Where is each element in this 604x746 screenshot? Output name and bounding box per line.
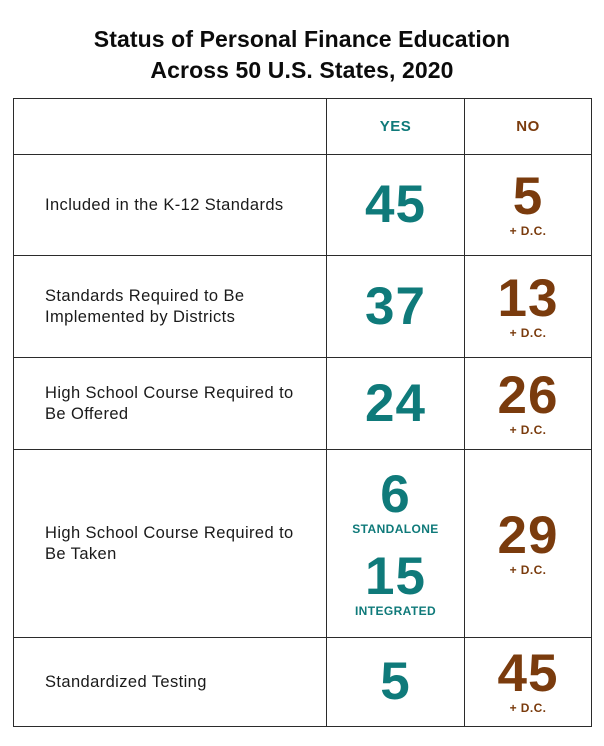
no-note: + D.C. (509, 562, 547, 577)
yes-cell (327, 358, 465, 450)
no-value: 45 (497, 644, 559, 703)
yes-value: 45 (365, 175, 426, 234)
yes-standalone-label: STANDALONE (352, 521, 439, 536)
table-row (14, 638, 592, 727)
yes-cell (327, 450, 465, 638)
yes-value: 5 (380, 652, 411, 711)
yes-standalone-value: 6 (380, 464, 411, 524)
row-label: Standardized Testing (14, 638, 327, 727)
no-value: 5 (512, 167, 544, 226)
title-line-2: Across 50 U.S. States, 2020 (150, 57, 454, 83)
yes-integrated-label: INTEGRATED (354, 603, 437, 618)
row-label: Included in the K-12 Standards (14, 155, 327, 256)
yes-cell (327, 256, 465, 358)
table-row (14, 450, 592, 638)
no-note: + D.C. (509, 701, 547, 715)
header-no: NO (465, 99, 592, 155)
table-row (14, 256, 592, 358)
no-value: 29 (497, 505, 559, 565)
header-empty (14, 99, 327, 155)
status-table (13, 98, 592, 727)
table-row (14, 155, 592, 256)
no-cell (465, 450, 592, 638)
row-label: Standards Required to Be Implemented by Districts (14, 256, 327, 358)
no-cell (465, 638, 592, 727)
header-row (14, 99, 592, 155)
chart-title (0, 24, 604, 86)
yes-value: 37 (365, 276, 426, 336)
yes-integrated-value: 15 (365, 546, 426, 606)
yes-value: 24 (365, 373, 426, 433)
yes-cell (327, 155, 465, 256)
row-label: High School Course Required to Be Offered (14, 358, 327, 450)
no-value: 13 (497, 268, 559, 328)
no-cell (465, 155, 592, 256)
no-cell (465, 358, 592, 450)
no-note: + D.C. (509, 325, 547, 340)
no-cell (465, 256, 592, 358)
row-label: High School Course Required to Be Taken (14, 450, 327, 638)
no-note: + D.C. (509, 422, 547, 437)
table-row (14, 358, 592, 450)
no-value: 26 (497, 365, 559, 425)
header-yes: YES (327, 99, 465, 155)
title-line-1: Status of Personal Finance Education (93, 26, 511, 52)
yes-cell (327, 638, 465, 727)
no-note: + D.C. (509, 224, 547, 238)
